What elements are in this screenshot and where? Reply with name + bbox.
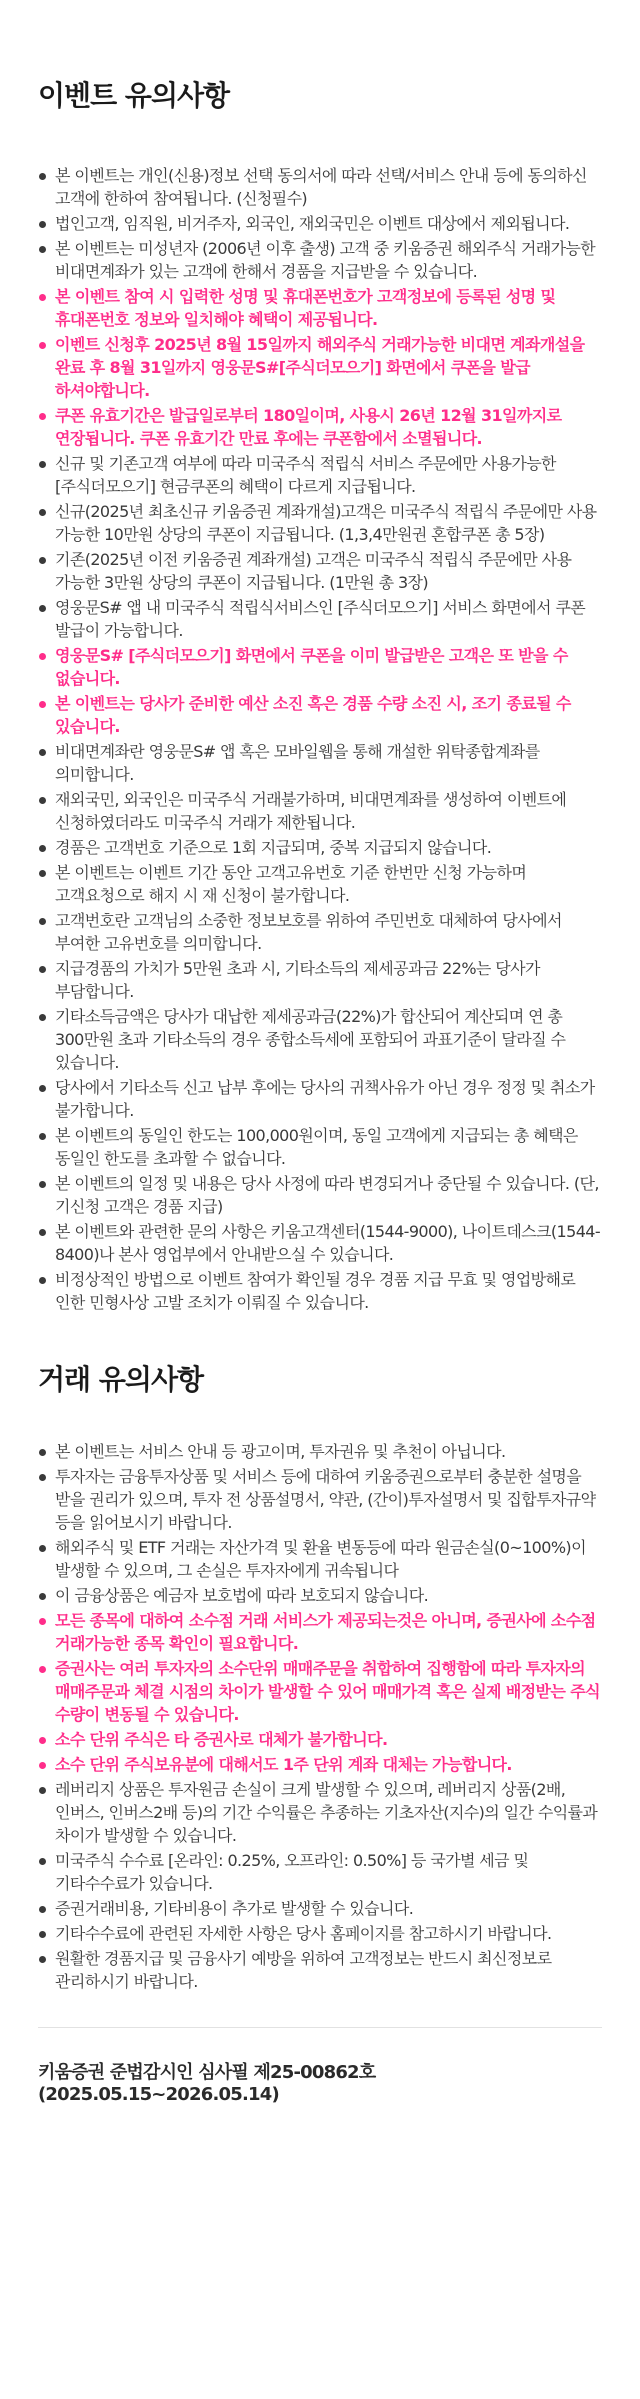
notice-item: 기존(2025년 이전 키움증권 계좌개설) 고객은 미국주식 적립식 주문에만 사용 가능한 3만원 상당의 쿠폰이 지급됩니다. (1만원 총 3장) bbox=[38, 548, 602, 594]
notice-item: 모든 종목에 대하여 소수점 거래 서비스가 제공되는것은 아니며, 증권사에 소수점 거래가능한 종목 확인이 필요합니다. bbox=[38, 1609, 602, 1655]
notice-item: 신규 및 기존고객 여부에 따라 미국주식 적립식 서비스 주문에만 사용가능한 [주식더모으기] 현금쿠폰의 혜택이 다르게 지급됩니다. bbox=[38, 452, 602, 498]
notice-item: 법인고객, 임직원, 비거주자, 외국인, 재외국민은 이벤트 대상에서 제외됩니다. bbox=[38, 212, 602, 235]
notice-item: 이 금융상품은 예금자 보호법에 따라 보호되지 않습니다. bbox=[38, 1584, 602, 1607]
event-notice-list bbox=[38, 164, 602, 1314]
notice-item: 본 이벤트는 개인(신용)정보 선택 동의서에 따라 선택/서비스 안내 등에 동의하신 고객에 한하여 참여됩니다. (신청필수) bbox=[38, 164, 602, 210]
notice-item: 고객번호란 고객님의 소중한 정보보호를 위하여 주민번호 대체하여 당사에서 부여한 고유번호를 의미합니다. bbox=[38, 909, 602, 955]
notice-item: 이벤트 신청후 2025년 8월 15일까지 해외주식 거래가능한 비대면 계좌개설을 완료 후 8월 31일까지 영웅문S#[주식더모으기] 화면에서 쿠폰을 발급 하셔야합니다. bbox=[38, 333, 602, 402]
notice-item: 비정상적인 방법으로 이벤트 참여가 확인될 경우 경품 지급 무효 및 영업방해로 인한 민형사상 고발 조치가 이뤄질 수 있습니다. bbox=[38, 1268, 602, 1314]
notice-item: 증권사는 여러 투자자의 소수단위 매매주문을 취합하여 집행함에 따라 투자자의 매매주문과 체결 시점의 차이가 발생할 수 있어 매매가격 혹은 실제 배정받는 주식 수량이 변동될 수 있습니다. bbox=[38, 1657, 602, 1726]
notice-item: 본 이벤트의 일정 및 내용은 당사 사정에 따라 변경되거나 중단될 수 있습니다. (단, 기신청 고객은 경품 지급) bbox=[38, 1172, 602, 1218]
notice-item: 당사에서 기타소득 신고 납부 후에는 당사의 귀책사유가 아닌 경우 정정 및 취소가 불가합니다. bbox=[38, 1076, 602, 1122]
notice-item: 소수 단위 주식은 타 증권사로 대체가 불가합니다. bbox=[38, 1728, 602, 1751]
notice-item: 본 이벤트와 관련한 문의 사항은 키움고객센터(1544-9000), 나이트데스크(1544-8400)나 본사 영업부에서 안내받으실 수 있습니다. bbox=[38, 1220, 602, 1266]
notice-item: 영웅문S# [주식더모으기] 화면에서 쿠폰을 이미 발급받은 고객은 또 받을 수 없습니다. bbox=[38, 644, 602, 690]
notice-item: 지급경품의 가치가 5만원 초과 시, 기타소득의 제세공과금 22%는 당사가 부담합니다. bbox=[38, 957, 602, 1003]
notice-item: 미국주식 수수료 [온라인: 0.25%, 오프라인: 0.50%] 등 국가별 세금 및 기타수수료가 있습니다. bbox=[38, 1849, 602, 1895]
notice-item: 본 이벤트의 동일인 한도는 100,000원이며, 동일 고객에게 지급되는 총 혜택은 동일인 한도를 초과할 수 없습니다. bbox=[38, 1124, 602, 1170]
notice-item: 경품은 고객번호 기준으로 1회 지급되며, 중복 지급되지 않습니다. bbox=[38, 836, 602, 859]
event-notice-title: 이벤트 유의사항 bbox=[38, 79, 230, 112]
notice-item: 본 이벤트는 서비스 안내 등 광고이며, 투자권유 및 추천이 아닙니다. bbox=[38, 1440, 602, 1463]
notice-item: 레버리지 상품은 투자원금 손실이 크게 발생할 수 있으며, 레버리지 상품(2배, 인버스, 인버스2배 등)의 기간 수익률은 추종하는 기초자산(지수)의 일간 수익률과 차이가 발생할 수 있습니다. bbox=[38, 1778, 602, 1847]
notice-item: 쿠폰 유효기간은 발급일로부터 180일이며, 사용시 26년 12월 31일까지로 연장됩니다. 쿠폰 유효기간 만료 후에는 쿠폰함에서 소멸됩니다. bbox=[38, 404, 602, 450]
notice-item: 영웅문S# 앱 내 미국주식 적립식서비스인 [주식더모으기] 서비스 화면에서 쿠폰 발급이 가능합니다. bbox=[38, 596, 602, 642]
notice-item: 기타소득금액은 당사가 대납한 제세공과금(22%)가 합산되어 계산되며 연 총 300만원 초과 기타소득의 경우 종합소득세에 포함되어 과표기준이 달라질 수 있습니다. bbox=[38, 1005, 602, 1074]
notice-item: 비대면계좌란 영웅문S# 앱 혹은 모바일웹을 통해 개설한 위탁종합계좌를 의미합니다. bbox=[38, 740, 602, 786]
notice-item: 기타수수료에 관련된 자세한 사항은 당사 홈페이지를 참고하시기 바랍니다. bbox=[38, 1922, 602, 1945]
notice-item: 본 이벤트는 미성년자 (2006년 이후 출생) 고객 중 키움증권 해외주식 거래가능한 비대면계좌가 있는 고객에 한해서 경품을 지급받을 수 있습니다. bbox=[38, 237, 602, 283]
notice-item: 원활한 경품지급 및 금융사기 예방을 위하여 고객정보는 반드시 최신정보로 관리하시기 바랍니다. bbox=[38, 1947, 602, 1993]
notice-item: 증권거래비용, 기타비용이 추가로 발생할 수 있습니다. bbox=[38, 1897, 602, 1920]
notice-item: 재외국민, 외국인은 미국주식 거래불가하며, 비대면계좌를 생성하여 이벤트에 신청하였더라도 미국주식 거래가 제한됩니다. bbox=[38, 788, 602, 834]
notice-item: 해외주식 및 ETF 거래는 자산가격 및 환율 변동등에 따라 원금손실(0~100%)이 발생할 수 있으며, 그 손실은 투자자에게 귀속됩니다 bbox=[38, 1536, 602, 1582]
notice-item: 본 이벤트는 이벤트 기간 동안 고객고유번호 기준 한번만 신청 가능하며 고객요청으로 해지 시 재 신청이 불가합니다. bbox=[38, 861, 602, 907]
notice-item: 신규(2025년 최초신규 키움증권 계좌개설)고객은 미국주식 적립식 주문에만 사용 가능한 10만원 상당의 쿠폰이 지급됩니다. (1,3,4만원권 혼합쿠폰 총 5장) bbox=[38, 500, 602, 546]
notice-item: 소수 단위 주식보유분에 대해서도 1주 단위 계좌 대체는 가능합니다. bbox=[38, 1753, 602, 1776]
notice-item: 본 이벤트는 당사가 준비한 예산 소진 혹은 경품 수량 소진 시, 조기 종료될 수 있습니다. bbox=[38, 692, 602, 738]
compliance-approval-text: 키움증권 준법감시인 심사필 제25-00862호(2025.05.15~2026.05.14) bbox=[38, 2062, 376, 2105]
notice-item: 투자자는 금융투자상품 및 서비스 등에 대하여 키움증권으로부터 충분한 설명을 받을 권리가 있으며, 투자 전 상품설명서, 약관, (간이)투자설명서 및 집합투자규약 등을 읽어보시기 바랍니다. bbox=[38, 1465, 602, 1534]
trade-notice-title: 거래 유의사항 bbox=[38, 1363, 204, 1396]
trade-notice-list bbox=[38, 1440, 602, 1993]
notice-item: 본 이벤트 참여 시 입력한 성명 및 휴대폰번호가 고객정보에 등록된 성명 및 휴대폰번호 정보와 일치해야 혜택이 제공됩니다. bbox=[38, 285, 602, 331]
